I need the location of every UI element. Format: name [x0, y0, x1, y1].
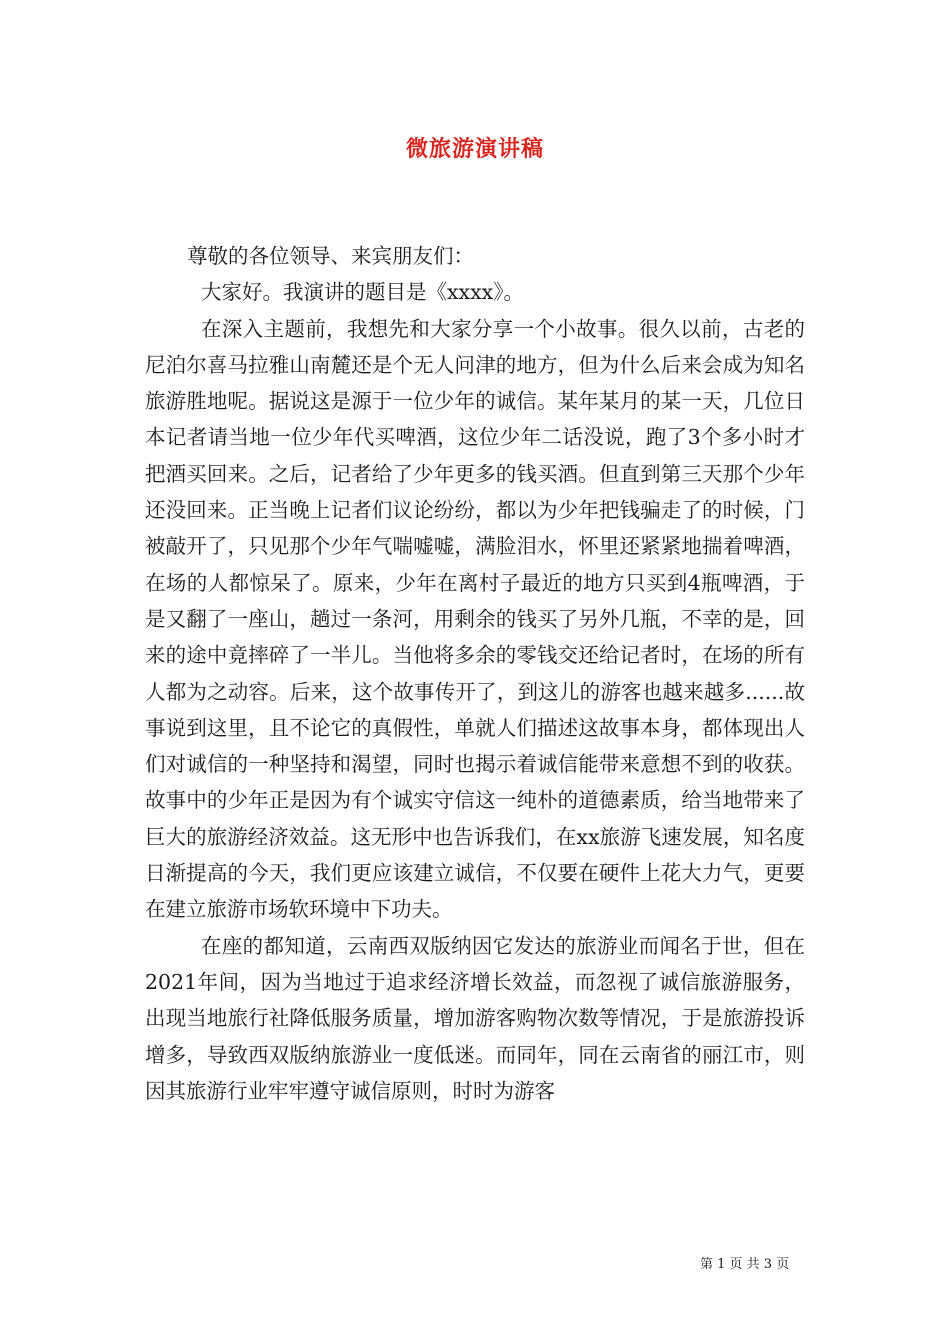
paragraph-xishuangbanna: 在座的都知道，云南西双版纳因它发达的旅游业而闻名于世，但在2021年间，因为当地过于追求经济增长效益，而忽视了诚信旅游服务，出现当地旅行社降低服务质量，增加游客购物次数等情况，于是旅游投诉增多，导致西双版纳旅游业一度低迷。而同年，同在云南省的丽江市，则因其旅游行业牢牢遵守诚信原则，时时为游客 [145, 933, 805, 1103]
document-body [145, 238, 805, 1109]
salutation: 尊敬的各位领导、来宾朋友们： [187, 244, 474, 268]
page-number: 第 1 页 共 3 页 [700, 1257, 790, 1272]
greeting: 大家好。我演讲的题目是《xxxx》。 [201, 280, 524, 305]
paragraph-story: 在深入主题前，我想先和大家分享一个小故事。很久以前，古老的尼泊尔喜马拉雅山南麓还是个无人问津的地方，但为什么后来会成为知名旅游胜地呢。据说这是源于一位少年的诚信。某年某月的某一天，几位日本记者请当地一位少年代买啤酒，这位少年二话没说，跑了3个多小时才把酒买回来。之后，记者给了少年更多的钱买酒。但直到第三天那个少年还没回来。正当晚上记者们议论纷纷，都以为少年把钱骗走了的时候，门被敲开了，只见那个少年气喘嘘嘘，满脸泪水，怀里还紧紧地揣着啤酒，在场的人都惊呆了。原来，少年在离村子最近的地方只买到4瓶啤酒，于是又翻了一座山，趟过一条河，用剩余的钱买了另外几瓶，不幸的是，回来的途中竟摔碎了一半儿。当他将多余的零钱交还给记者时，在场的所有人都为之动容。后来，这个故事传开了，到这儿的游客也越来越多......故事说到这里，且不论它的真假性，单就人们描述这故事本身，都体现出人们对诚信的一种坚持和渴望，同时也揭示着诚信能带来意想不到的收获。故事中的少年正是因为有个诚实守信这一纯朴的道德素质，给当地带来了巨大的旅游经济效益。这无形中也告诉我们，在xx旅游飞速发展，知名度日渐提高的今天，我们更应该建立诚信，不仅要在硬件上花大力气，更要在建立旅游市场软环境中下功夫。 [145, 316, 805, 922]
document-title: 微旅游演讲稿 [405, 136, 544, 162]
